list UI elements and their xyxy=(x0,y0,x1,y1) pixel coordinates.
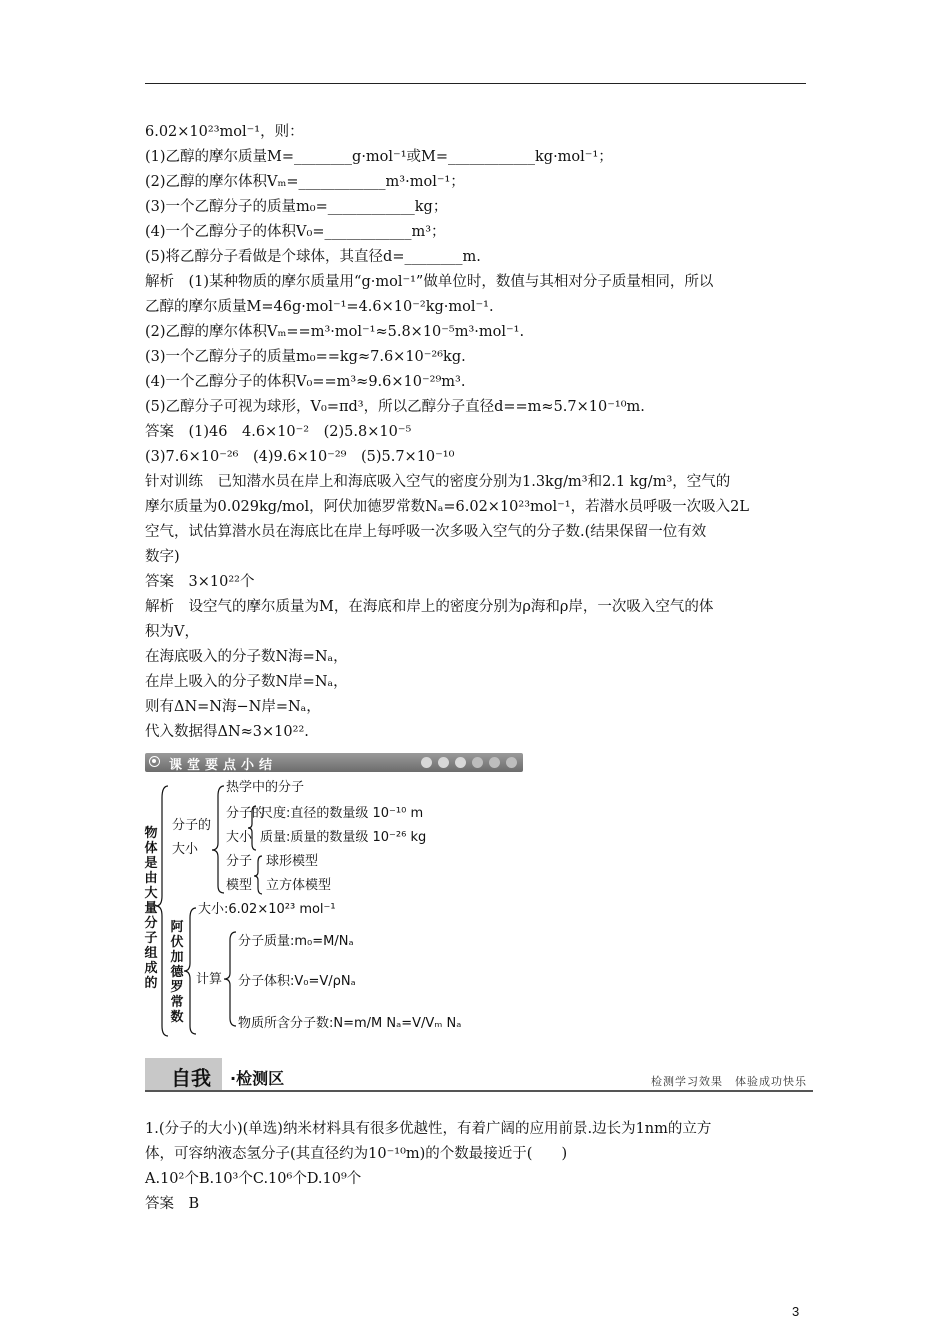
text-line: 在岸上吸入的分子数N岸=Nₐ， xyxy=(145,674,348,690)
text-line: 空气，试估算潜水员在海底比在岸上每呼吸一次多吸入空气的分子数.(结果保留一位有效 xyxy=(145,524,707,540)
scale-text: 尺度:直径的数量级 10⁻¹⁰ m xyxy=(260,806,424,821)
avogadro-label: 阿伏加德罗常数 xyxy=(170,920,184,1025)
molecule-in-heat: 热学中的分子 xyxy=(226,780,305,795)
text-line: 摩尔质量为0.029kg/mol，阿伏加德罗常数Nₐ=6.02×10²³mol⁻¹，若潜水员呼吸一次吸入2L xyxy=(145,499,749,515)
text-line: 答案 (1)46 4.6×10⁻² (2)5.8×10⁻⁵ xyxy=(145,424,412,440)
header-rule xyxy=(145,83,806,84)
self-check-slogan: 检测学习效果 体验成功快乐 xyxy=(651,1075,807,1088)
text-line: (3)一个乙醇分子的质量m₀==kg≈7.6×10⁻²⁶kg. xyxy=(145,349,466,365)
text-line: 乙醇的摩尔质量M=46g·mol⁻¹=4.6×10⁻²kg·mol⁻¹. xyxy=(145,299,494,315)
decorative-dots xyxy=(421,757,517,768)
text-line: 在海底吸入的分子数N海=Nₐ， xyxy=(145,649,348,665)
summary-diagram xyxy=(140,778,560,1043)
main-text xyxy=(145,120,810,745)
text-line: 解析 (1)某种物质的摩尔质量用“g·mol⁻¹”做单位时，数值与其相对分子质量相同，所以 xyxy=(145,274,714,290)
summary-section-bar xyxy=(145,753,523,772)
mass-text: 质量:质量的数量级 10⁻²⁶ kg xyxy=(260,830,427,845)
calc-count: 物质所含分子数:N=m/M Nₐ=V/Vₘ Nₐ xyxy=(238,1016,462,1031)
size-group-label: 分子的 xyxy=(172,818,212,833)
sphere-model: 球形模型 xyxy=(266,854,319,869)
section-title: 课堂要点小结 xyxy=(169,758,278,773)
target-icon xyxy=(149,756,160,767)
text-line: 积为V， xyxy=(145,624,199,640)
model-label: 分子 xyxy=(226,854,253,869)
calc-volume: 分子体积:V₀=V/ρNₐ xyxy=(238,974,356,989)
model-label-2: 模型 xyxy=(226,878,253,893)
text-line: (5)将乙醇分子看做是个球体，其直径d=________m. xyxy=(145,249,481,265)
question-line: 体，可容纳液态氢分子(其直径约为10⁻¹⁰m)的个数最接近于( ) xyxy=(145,1146,568,1162)
text-line: 针对训练 已知潜水员在岸上和海底吸入空气的密度分别为1.3kg/m³和2.1 kg/m³，空气的 xyxy=(145,474,731,490)
self-check-subtitle: ·检测区 xyxy=(230,1069,285,1088)
question-options: A.10²个B.10³个C.10⁶个D.10⁹个 xyxy=(145,1171,362,1187)
text-line: 则有ΔN=N海−N岸=Nₐ， xyxy=(145,699,321,715)
text-line: 6.02×10²³mol⁻¹，则： xyxy=(145,124,304,140)
avogadro-size: 大小:6.02×10²³ mol⁻¹ xyxy=(198,902,336,917)
text-line: 代入数据得ΔN≈3×10²². xyxy=(145,724,309,740)
page-number: 3 xyxy=(792,1304,800,1319)
root-label: 物体是由大量分子组成的 xyxy=(144,826,158,991)
question-answer: 答案 B xyxy=(145,1196,200,1212)
text-line: 解析 设空气的摩尔质量为M，在海底和岸上的密度分别为ρ海和ρ岸，一次吸入空气的体 xyxy=(145,599,714,615)
header-underline xyxy=(145,1090,813,1092)
molecule-size-label-2: 大小 xyxy=(226,830,253,845)
text-line: 答案 3×10²²个 xyxy=(145,574,255,590)
calc-mass: 分子质量:m₀=M/Nₐ xyxy=(238,934,354,949)
text-line: (4)一个乙醇分子的体积V₀=____________m³； xyxy=(145,224,446,240)
text-line: (3)一个乙醇分子的质量m₀=____________kg； xyxy=(145,199,448,215)
text-line: 数字) xyxy=(145,549,180,565)
question-line: 1.(分子的大小)(单选)纳米材料具有很多优越性，有着广阔的应用前景.边长为1nm的立方 xyxy=(145,1121,712,1137)
text-line: (3)7.6×10⁻²⁶ (4)9.6×10⁻²⁹ (5)5.7×10⁻¹⁰ xyxy=(145,449,455,465)
question-block xyxy=(145,1117,810,1217)
self-check-title: 自我 xyxy=(171,1066,211,1090)
text-line: (2)乙醇的摩尔体积Vₘ=____________m³·mol⁻¹； xyxy=(145,174,465,190)
text-line: (2)乙醇的摩尔体积Vₘ==m³·mol⁻¹≈5.8×10⁻⁵m³·mol⁻¹. xyxy=(145,324,525,340)
size-group-label-2: 大小 xyxy=(172,842,199,857)
self-check-header xyxy=(145,1058,813,1092)
text-line: (1)乙醇的摩尔质量M=________g·mol⁻¹或M=____________kg·mol⁻¹； xyxy=(145,149,613,165)
molecule-size-label: 分子的 xyxy=(226,806,266,821)
text-line: (5)乙醇分子可视为球形，V₀=πd³，所以乙醇分子直径d==m≈5.7×10⁻¹⁰m. xyxy=(145,399,645,415)
cube-model: 立方体模型 xyxy=(266,878,332,893)
calc-label: 计算 xyxy=(196,972,223,987)
text-line: (4)一个乙醇分子的体积V₀==m³≈9.6×10⁻²⁹m³. xyxy=(145,374,466,390)
